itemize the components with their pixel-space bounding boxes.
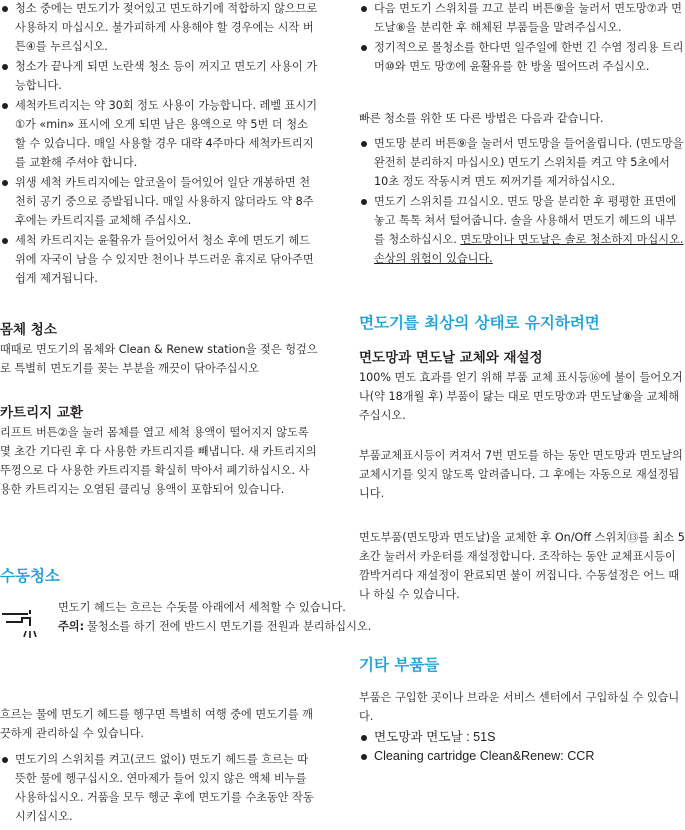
quick-clean-step-text: 면도기 스위치를 끄십시오. 면도 망을 분리한 후 평평한 표면에 놓고 톡톡 쳐서 털어줍니다. 솔을 사용해서 면도기 헤드의 내부를 청소하십시오. [374, 195, 677, 246]
list-item: 세척 카트리지는 윤활유가 들어있어서 청소 후에 면도기 헤드 위에 자국이 남을 수 있지만 천이나 부드러운 휴지로 닦아주면 쉽게 제거됩니다. [0, 231, 318, 288]
list-item: 면도망 분리 버튼⑨을 눌러서 면도망을 들어올립니다. (면도망을 완전히 분리하지 마십시오) 면도기 스위치를 켜고 약 5초에서 10초 정도 작동시켜 면도 찌꺼기를 제거하십시오. [359, 134, 685, 191]
list-item: Cleaning cartridge Clean&Renew: CCR [359, 747, 685, 766]
replace-reset-title: 면도망과 면도날 교체와 재설정 [359, 350, 543, 366]
manual-cleaning-row [0, 598, 376, 636]
manual-cleaning-text: 면도기 헤드는 흐르는 수돗물 아래에서 세척할 수 있습니다. [58, 601, 346, 614]
brush-warning-text: 면도망이나 면도날은 솔로 청소하지 마십시오. 손상의 위험이 있습니다. [374, 233, 684, 265]
cartridge-title: 카트리지 교환 [0, 405, 83, 421]
body-cleaning-text: 때때로 면도기의 몸체와 Clean & Renew station을 젖은 헝겊으로 특별히 면도기를 꽂는 부분을 깨끗이 닦아주십시오 [0, 343, 318, 375]
note-label: 주의: [58, 620, 85, 633]
list-item: 세척카트리지는 약 30회 정도 사용이 가능합니다. 레벨 표시기①가 «min» 표시에 오게 되면 남은 용액으로 약 5번 더 청소할 수 있습니다. 매일 사용할 경우 대략 4주마다 세척카트리지를 교환해 주셔야 합니다. [0, 96, 318, 172]
replace-text-1: 100% 면도 효과를 얻기 위해 부품 교체 표시등⑯에 불이 들어오거나(약 18개월 후) 부품이 닳는 대로 면도망⑦과 면도날⑧을 교체해 주십시오. [359, 371, 683, 422]
manual-cleaning-title: 수동청소 [0, 567, 60, 585]
best-condition-title: 면도기를 최상의 상태로 유지하려면 [359, 314, 600, 332]
other-parts-text: 부품은 구입한 곳이나 브라운 서비스 센터에서 구입하실 수 있습니다. [359, 691, 680, 723]
replace-text-2: 부품교체표시등이 켜져서 7번 면도를 하는 동안 면도망과 면도날의 교체시기를 잊지 않도록 알려줍니다. 그 후에는 자동으로 재설정됩니다. [359, 449, 683, 500]
body-cleaning-title: 몸체 청소 [0, 322, 57, 338]
list-item: 청소 중에는 면도기가 젖어있고 면도하기에 적합하지 않으므로 사용하지 마십시오. 불가피하게 사용해야 할 경우에는 시작 버튼④를 누르십시오. [0, 0, 318, 56]
list-item: 다음 면도기 스위치를 끄고 분리 버튼⑨을 눌러서 면도망⑦과 면도날⑧을 분리한 후 해체된 부품들을 말려주십시오. [359, 0, 685, 37]
list-item: 면도망과 면도날 : 51S [359, 728, 685, 747]
list-item: 위생 세척 카트리지에는 알코올이 들어있어 일단 개봉하면 천천히 공기 중으로 증발됩니다. 매일 사용하지 않더라도 약 8주 후에는 카트리지를 교체해 주십시오. [0, 173, 318, 230]
list-item: 면도기의 스위치를 켜고(코드 없이) 면도기 헤드를 흐르는 따뜻한 물에 헹구십시오. 연마제가 들어 있지 않은 액체 비누를 사용하십시오. 거품을 모두 헹군 후에 면도기를 수초동안 작동시키십시오. [0, 750, 318, 826]
quick-clean-intro: 빠른 청소를 위한 또 다른 방법은 다음과 같습니다. [359, 112, 604, 125]
list-item [359, 192, 685, 268]
list-item: 정기적으로 몰청소를 한다면 일주일에 한번 긴 수염 정리용 트리머⑩와 면도 망⑦에 윤활유를 한 방울 떨어뜨려 주십시오. [359, 38, 685, 76]
note-text: 물청소를 하기 전에 반드시 면도기를 전원과 분리하십시오. [87, 620, 372, 633]
water-tap-icon [0, 600, 42, 644]
other-parts-title: 기타 부품들 [359, 656, 440, 674]
warning-note [58, 617, 376, 636]
list-item: 청소가 끝나게 되면 노란색 청소 등이 꺼지고 면도기 사용이 가능합니다. [0, 57, 318, 95]
replace-text-3: 면도부품(면도망과 면도날)을 교체한 후 On/Off 스위치⑬를 최소 5초간 눌러서 카운터를 재설정합니다. 조작하는 동안 교체표시등이 깜박거리다 재설정이 완료되면 불이 꺼집니다. 수동설정은 어느 때나 하실 수 있습니다. [359, 531, 685, 601]
rinse-text: 흐르는 물에 면도기 헤드를 헹구면 특별히 여행 중에 면도기를 깨끗하게 관리하실 수 있습니다. [0, 708, 313, 740]
cartridge-text: 리프트 버튼②을 눌러 몸체를 열고 세척 용액이 떨어지지 않도록 몇 초간 기다린 후 다 사용한 카트리지를 빼냅니다. 새 카트리지의 뚜껑으로 다 사용한 카트리지를 확실히 막아서 폐기하십시오. 사용한 카트리지는 오염된 클리닝 용액이 포함되어 있습니다. [0, 426, 317, 496]
